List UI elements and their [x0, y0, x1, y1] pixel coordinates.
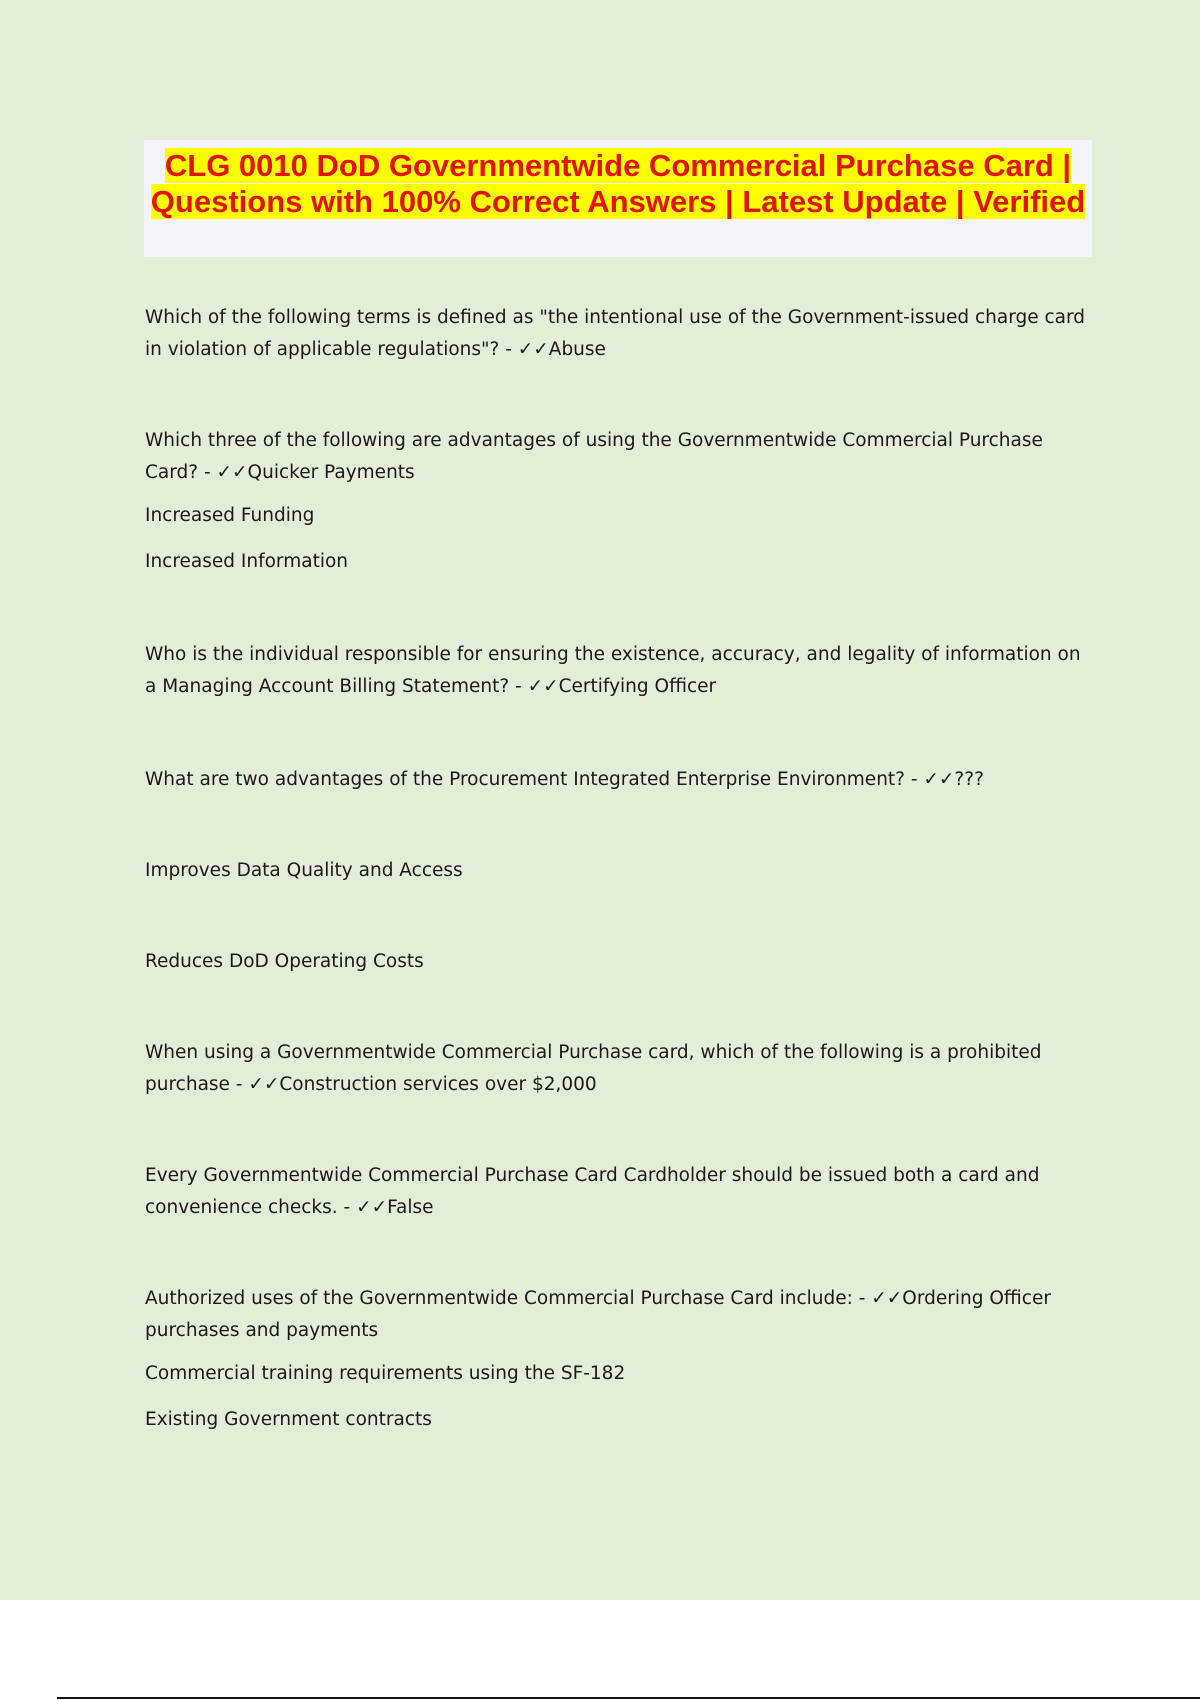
- answer-item: Improves Data Quality and Access: [145, 860, 463, 881]
- question-convenience-checks: Every Governmentwide Commercial Purchase Card Cardholder should be issued both a card and convenience checks. - ✓✓False: [145, 1165, 1040, 1218]
- answer-item: Existing Government contracts: [145, 1409, 432, 1430]
- answer-item: Increased Information: [145, 551, 349, 572]
- question-procurement-environment: What are two advantages of the Procurement Integrated Enterprise Environment? - ✓✓???: [145, 769, 984, 790]
- bottom-divider: [57, 1697, 1200, 1699]
- document-title: [144, 148, 1092, 220]
- answer-item: Reduces DoD Operating Costs: [145, 951, 424, 972]
- document-title-text: CLG 0010 DoD Governmentwide Commercial Purchase Card | Questions with 100% Correct Answers | Latest Update | Verified: [150, 148, 1086, 219]
- answer-item: Commercial training requirements using the SF-182: [145, 1363, 626, 1384]
- question-abuse: Which of the following terms is defined as "the intentional use of the Government-issued charge card in violation of applicable regulations"? - ✓✓Abuse: [145, 307, 1086, 360]
- question-authorized-uses: Authorized uses of the Governmentwide Commercial Purchase Card include: - ✓✓Ordering Officer purchases and payments: [145, 1288, 1051, 1341]
- question-certifying-officer: Who is the individual responsible for ensuring the existence, accuracy, and legality of information on a Managing Account Billing Statement? - ✓✓Certifying Officer: [145, 644, 1081, 697]
- answer-item: Increased Funding: [145, 505, 315, 526]
- title-box: [144, 140, 1092, 257]
- question-prohibited-purchase: When using a Governmentwide Commercial Purchase card, which of the following is a prohibited purchase - ✓✓Construction services over $2,000: [145, 1042, 1042, 1095]
- question-advantages: Which three of the following are advantages of using the Governmentwide Commercial Purchase Card? - ✓✓Quicker Payments: [145, 430, 1043, 483]
